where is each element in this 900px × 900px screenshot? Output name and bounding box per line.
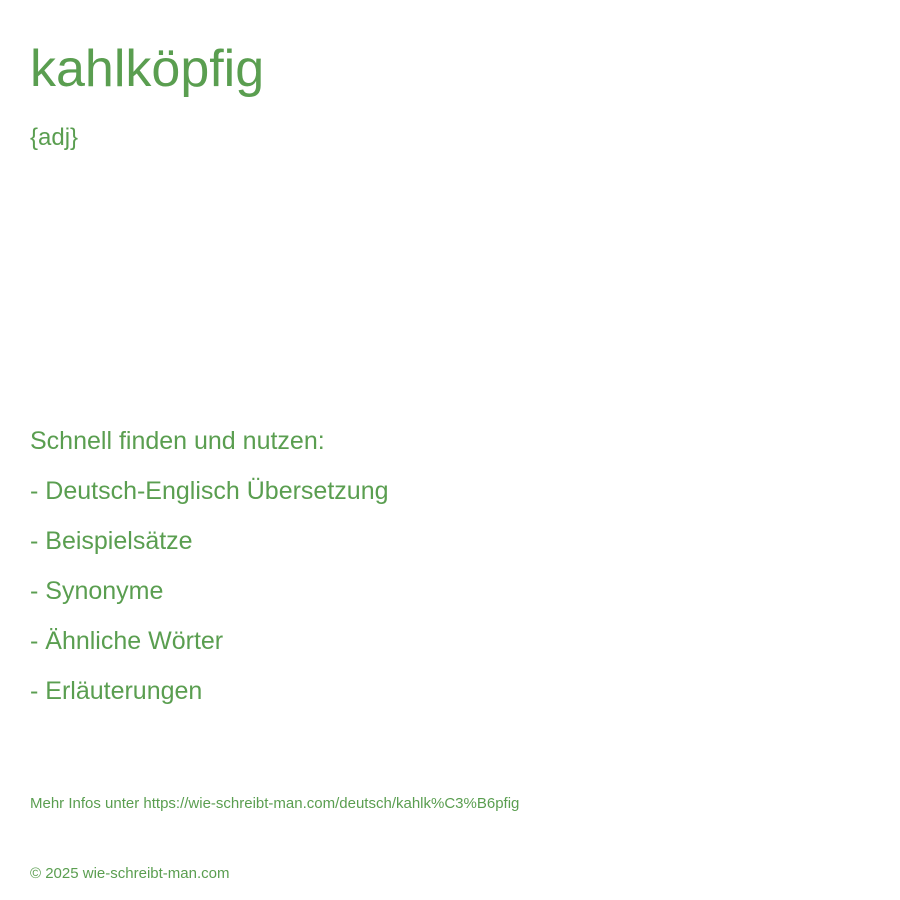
page-title: kahlköpfig	[30, 40, 265, 98]
feature-item-explanations: - Erläuterungen	[30, 677, 203, 705]
feature-list-heading: Schnell finden und nutzen:	[30, 427, 325, 455]
feature-item-translation: - Deutsch-Englisch Übersetzung	[30, 477, 389, 505]
feature-item-similar-words: - Ähnliche Wörter	[30, 627, 224, 655]
part-of-speech: {adj}	[30, 124, 79, 151]
feature-item-example-sentences: - Beispielsätze	[30, 527, 193, 555]
feature-item-synonyms: - Synonyme	[30, 577, 164, 605]
more-info-line	[30, 795, 519, 813]
feature-items	[30, 466, 389, 716]
feature-list	[30, 424, 389, 716]
more-info-label: Mehr Infos unter	[30, 795, 144, 812]
more-info-url: https://wie-schreibt-man.com/deutsch/kahlk%C3%B6pfig	[143, 795, 520, 812]
copyright-text: © 2025 wie-schreibt-man.com	[30, 865, 230, 882]
